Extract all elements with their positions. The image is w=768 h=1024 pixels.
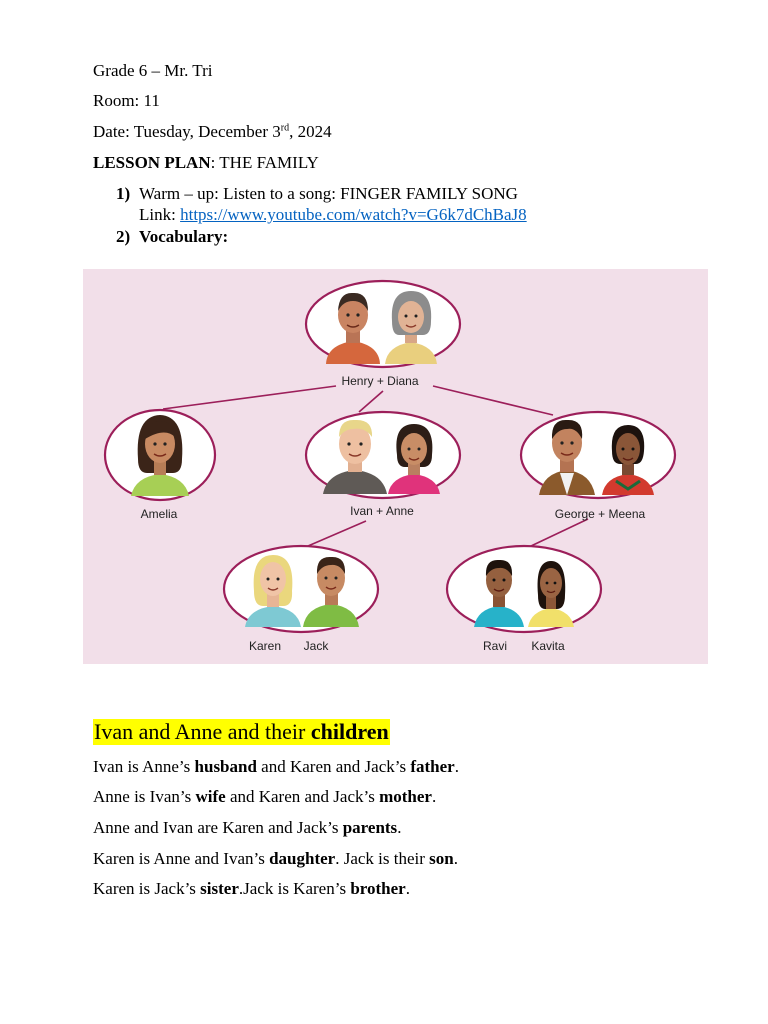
label-karen: Karen (248, 639, 282, 653)
label-jack: Jack (303, 639, 329, 653)
sentence-2: Anne is Ivan’s wife and Karen and Jack’s mother. (93, 787, 437, 806)
lesson-title: LESSON PLAN: THE FAMILY (93, 153, 319, 172)
sentence-3: Anne and Ivan are Karen and Jack’s parents. (93, 818, 402, 837)
teacher-line: Grade 6 – Mr. Tri (93, 61, 213, 80)
song-link-line: Link: https://www.youtube.com/watch?v=G6k7dChBaJ8 (139, 205, 527, 224)
vocabulary-item: Vocabulary: (139, 227, 229, 246)
youtube-link[interactable]: https://www.youtube.com/watch?v=G6k7dChBaJ8 (180, 205, 527, 224)
label-henry-diana: Henry + Diana (341, 374, 419, 388)
room-line: Room: 11 (93, 91, 160, 110)
label-amelia: Amelia (140, 507, 178, 521)
family-tree (83, 269, 708, 664)
label-george-meena: George + Meena (554, 507, 646, 521)
family-tree-graphic (83, 269, 708, 664)
sentence-1: Ivan is Anne’s husband and Karen and Jack’s father. (93, 757, 459, 776)
sentence-5: Karen is Jack’s sister.Jack is Karen’s brother. (93, 879, 410, 898)
label-ravi: Ravi (482, 639, 508, 653)
warm-up-item: Warm – up: Listen to a song: FINGER FAMILY SONG (139, 184, 518, 203)
list-number-2: 2) (116, 227, 131, 246)
date-line: Date: Tuesday, December 3rd, 2024 (93, 122, 332, 141)
ravi-kavita-ellipse (447, 546, 601, 632)
list-number-1: 1) (116, 184, 131, 203)
sentence-4: Karen is Anne and Ivan’s daughter. Jack is their son. (93, 849, 458, 868)
label-ivan-anne: Ivan + Anne (350, 504, 414, 518)
label-kavita: Kavita (531, 639, 565, 653)
section-heading: Ivan and Anne and their children (94, 719, 389, 744)
